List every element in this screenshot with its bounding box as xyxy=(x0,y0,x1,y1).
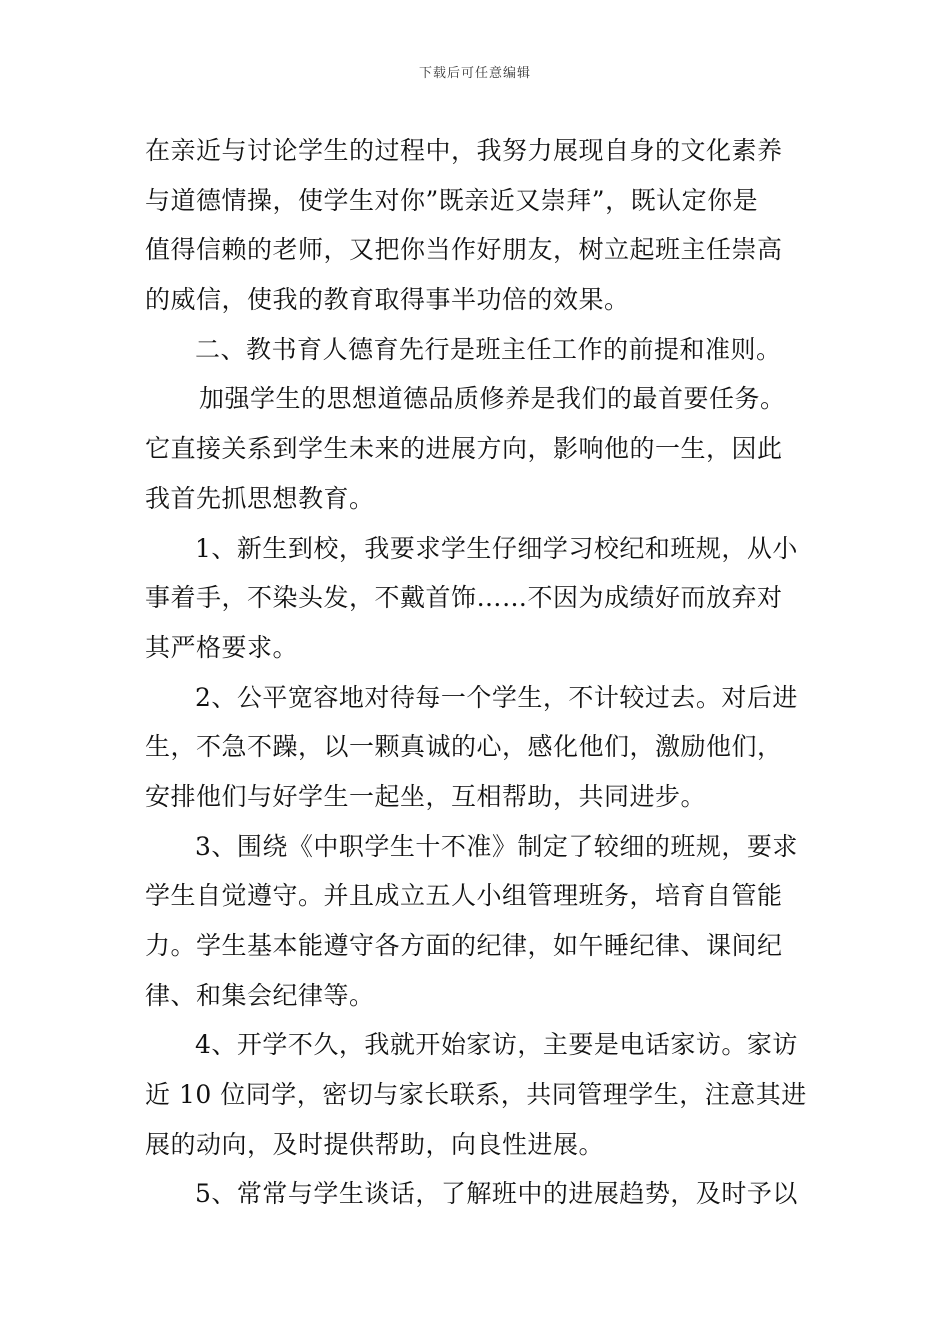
text-line: 学生自觉遵守。并且成立五人小组管理班务，培育自管能 xyxy=(145,881,783,911)
text-line: 我首先抓思想教育。 xyxy=(145,483,375,513)
list-item-3: 3、围绕《中职学生十不准》制定了较细的班规，要求 xyxy=(195,831,798,861)
text-line: 律、和集会纪律等。 xyxy=(145,980,375,1010)
text-line: 其严格要求。 xyxy=(145,632,299,662)
page-header-note: 下载后可任意编辑 xyxy=(418,66,531,81)
text-line: 在亲近与讨论学生的过程中，我努力展现自身的文化素养 xyxy=(145,136,783,165)
text-line: 与道德情操，使学生对你”既亲近又崇拜”，既认定你是 xyxy=(145,185,759,215)
document-body xyxy=(145,126,810,1219)
list-item-1: 1、新生到校，我要求学生仔细学习校纪和班规，从小 xyxy=(195,533,798,563)
text-line: 近 10 位同学，密切与家长联系，共同管理学生，注意其进 xyxy=(145,1080,807,1110)
text-line: 事着手，不染头发，不戴首饰……不因为成绩好而放弃对 xyxy=(145,583,783,613)
text-line: 加强学生的思想道德品质修养是我们的最首要任务。 xyxy=(199,384,786,414)
text-line: 安排他们与好学生一起坐，互相帮助，共同进步。 xyxy=(145,781,707,811)
text-line: 值得信赖的老师，又把你当作好朋友，树立起班主任崇高 xyxy=(145,235,783,265)
list-item-5: 5、常常与学生谈话，了解班中的进展趋势，及时予以 xyxy=(195,1179,798,1209)
text-line: 生，不急不躁，以一颗真诚的心，感化他们，激励他们， xyxy=(145,732,783,762)
text-line: 展的动向，及时提供帮助，向良性进展。 xyxy=(145,1129,605,1159)
section-heading: 二、教书育人德育先行是班主任工作的前提和准则。 xyxy=(195,334,782,364)
text-line: 它直接关系到学生未来的进展方向，影响他的一生，因此 xyxy=(145,434,783,464)
text-line: 力。学生基本能遵守各方面的纪律，如午睡纪律、课间纪 xyxy=(145,931,783,960)
list-item-2: 2、公平宽容地对待每一个学生，不计较过去。对后进 xyxy=(195,682,798,712)
list-item-4: 4、开学不久，我就开始家访，主要是电话家访。家访 xyxy=(195,1030,798,1060)
text-line: 的威信，使我的教育取得事半功倍的效果。 xyxy=(145,285,630,315)
